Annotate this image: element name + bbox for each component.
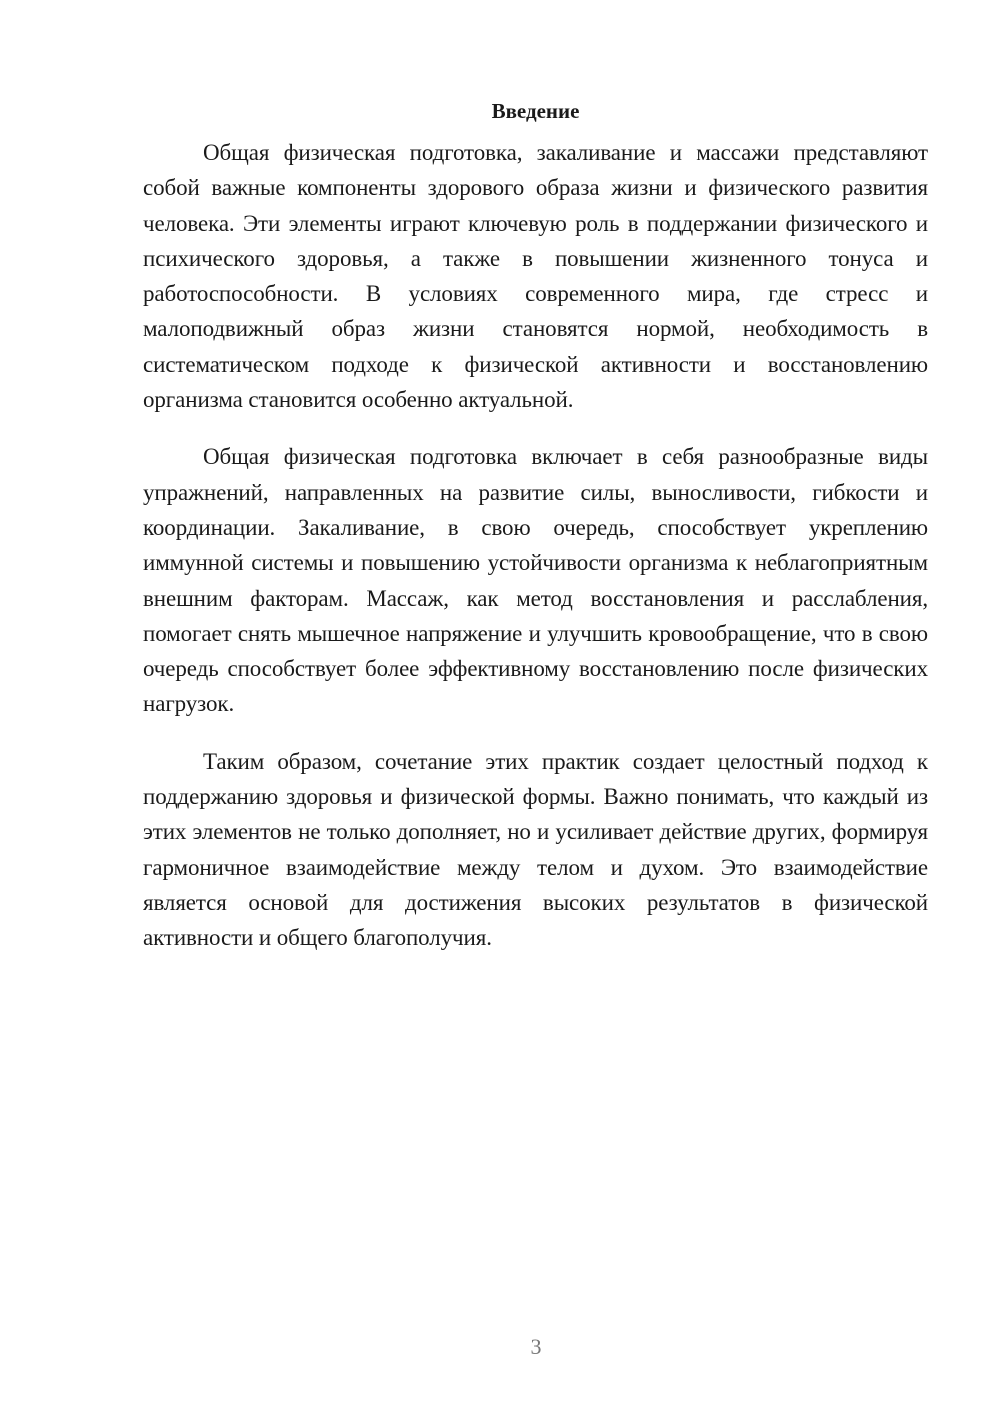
section-title: Введение bbox=[491, 99, 580, 123]
paragraph-3: Таким образом, сочетание этих практик создает целостный подход к поддержанию здоровья и физической формы. Важно понимать, что каждый из этих элементов не только дополняет, но и усиливает действие других, формируя гармоничное взаимодействие между телом и духом. Это взаимодействие является основой для достижения высоких результатов в физической активности и общего благополучия. bbox=[143, 748, 928, 951]
page-number: 3 bbox=[530, 1334, 542, 1359]
page-content bbox=[143, 96, 928, 978]
paragraph-1: Общая физическая подготовка, закаливание и массажи представляют собой важные компоненты здорового образа жизни и физического развития человека. Эти элементы играют ключевую роль в поддержании физического и психического здоровья, а также в повышении жизненного тонуса и работоспособности. В условиях современного мира, где стресс и малоподвижный образ жизни становятся нормой, необходимость в систематическом подходе к физической активности и восстановлению организма становится особенно актуальной. bbox=[143, 140, 928, 413]
paragraph-2: Общая физическая подготовка включает в себя разнообразные виды упражнений, направленных на развитие силы, выносливости, гибкости и координации. Закаливание, в свою очередь, способствует укреплению иммунной системы и повышению устойчивости организма к неблагоприятным внешним факторам. Массаж, как метод восстановления и расслабления, помогает снять мышечное напряжение и улучшить кровообращение, что в свою очередь способствует более эффективному восстановлению после физических нагрузок. bbox=[143, 444, 928, 717]
